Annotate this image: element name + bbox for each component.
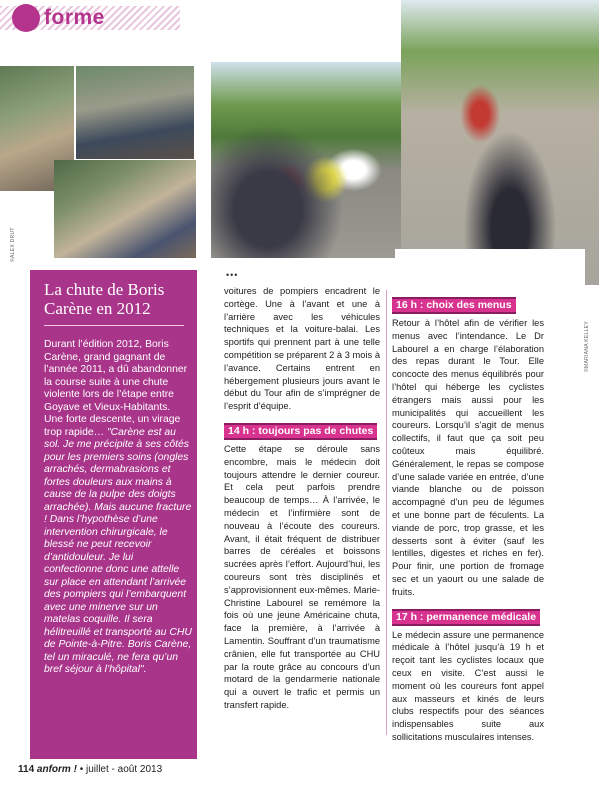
photo-cycling-peloton <box>211 62 401 258</box>
issue-date: • juillet - août 2013 <box>79 764 163 775</box>
sidebar-divider <box>44 325 184 326</box>
section-heading-14h: 14 h : toujours pas de chutes <box>224 423 377 440</box>
sidebar-body-quote: "Carène est au sol. Je me précipite à ses côtés pour les premiers soins (ongles arrachés, dermabrasions et fortes douleurs aux mains à cause de la pulpe des doigts arrachée). Mais aucune fracture ! Dans l’hypothèse d’une intervention chirurgicale, le blessé ne peut recevoir d’antidouleur. Je lui confectionne donc une attelle sur place en attendant l’arrivée des pompiers qui l’embarquent avec une minerve sur un matelas coquille. Il sera hélitreuillé et transporté au CHU de Pointe-à-Pitre. Boris Carène, tel un miraculé, ne fera qu’un bref séjour à l’hôpital". <box>44 426 192 675</box>
paragraph: Le médecin assure une permanence médicale à l’hôtel jusqu’à 19 h et reçoit tant les cyclistes locaux que ceux en visite. C’est aussi le moment où les coureurs font appel aux masseurs et kinés de leurs clubs respectifs pour des séances indispensables suite aux sollicitations musculaires intenses. <box>392 629 544 742</box>
photo-credit-right: ©MARIANA KELLEY <box>584 321 590 372</box>
sidebar-body <box>44 339 192 677</box>
photo-cutout <box>395 249 585 289</box>
section-heading-16h: 16 h : choix des menus <box>392 297 516 314</box>
article-column-2 <box>392 297 544 744</box>
column-divider <box>386 290 387 735</box>
magazine-brand: anform ! <box>36 764 77 775</box>
photo-first-aid-3 <box>54 160 196 258</box>
page-footer <box>18 764 162 775</box>
photo-cycling-road <box>401 0 599 285</box>
paragraph: Cette étape se déroule sans encombre, mais le médecin doit toujours attendre le dernier coureur. Et cela peut parfois prendre beaucoup de temps… À l’arrivée, le médecin et l’infirmière sont de nouveau à l’écoute des coureurs. Avant, il était fréquent de distribuer barres de céréales et boissons sucrées après l’effort. Aujourd’hui, les coureurs sont très disciplinés et s’approvisionnent eux-mêmes. Marie-Christine Labourel se remémore la fois où une jeune Américaine chuta, face la première, à l’arrivée à Lamentin. Souffrant d’un traumatisme crânien, elle fut transportée au CHU par la route grâce au concours d’un motard de la gendarmerie nationale qui a ouvert le trafic et permis un transfert rapide. <box>224 443 380 710</box>
paragraph: voitures de pompiers encadrent le cortège. Une à l’avant et une à l’arrière avec les véhicules techniques et la voiture-balai. Les sportifs qui prennent part à une telle compétition se préparent 2 à 3 mois à l’avance. Certains entrent en hébergement plusieurs jours avant le début du Tour afin de s’imprégner de l’esprit d’équipe. <box>224 286 380 412</box>
photo-first-aid-2 <box>76 66 194 159</box>
continuation-dots: ••• <box>226 270 239 280</box>
section-heading-17h: 17 h : permanence médicale <box>392 609 540 626</box>
article-column-1 <box>224 285 380 712</box>
sidebar-body-intro: Durant l’édition 2012, Boris Carène, grand gagnant de l’année 2011, a dû abandonner la course suite à une chute violente lors de l’étape entre Goyave et Vieux-Habitants. Une forte descente, un virage trop rapide… <box>44 339 188 438</box>
photo-credit-left: ©ALEX DRUT <box>10 227 16 262</box>
section-dot-icon <box>12 4 40 32</box>
section-title: forme <box>44 6 105 29</box>
page-number: 114 <box>18 764 35 775</box>
sidebar-title: La chute de Boris Carène en 2012 <box>44 280 165 318</box>
paragraph: Retour à l’hôtel afin de vérifier les menus avec l’intendance. Le Dr Labourel a en charge l’élaboration des repas durant le Tour. Elle concocte des menus équilibrés pour l’hôtel qui héberge les cyclistes étrangers mais aussi pour les municipalités qui accueillent les coureurs. Lorsqu’il s’agit de menus collectifs, il faut que ça soit peu coûteux mais équilibré. Généralement, le repas se compose d’une salade variée en entrée, d’une viande blanche ou de poisson accompagné d’un peu de légumes et une bonne part de féculents. La viande de porc, trop grasse, et les desserts sont à éviter (sauf les lentilles, digestes et riches en fer). Pour finir, une portion de fromage sec et un yaourt ou une salade de fruits. <box>392 318 544 597</box>
